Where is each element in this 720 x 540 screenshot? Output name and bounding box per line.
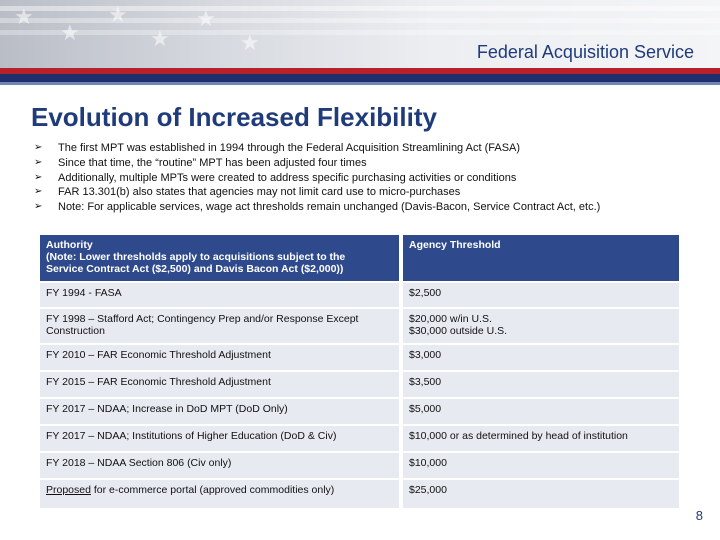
arrow-bullet-icon: ➢ [34, 156, 43, 168]
table-row [40, 372, 679, 397]
threshold-cell: $10,000 or as determined by head of institution [403, 426, 679, 451]
threshold-cell: $2,500 [403, 283, 679, 307]
table-row [40, 453, 679, 478]
table-row [40, 309, 679, 343]
proposed-underlined-text: Proposed [46, 484, 91, 496]
page-number: 8 [695, 508, 703, 523]
bullet-item: ➢ Note: For applicable services, wage act thresholds remain unchanged (Davis-Bacon, Service Contract Act, etc.) [34, 201, 601, 214]
authority-cell: FY 2018 – NDAA Section 806 (Civ only) [40, 453, 399, 478]
header-navy-bar [0, 74, 720, 82]
table-header-row [40, 235, 679, 281]
bullet-item: ➢ Since that time, the “routine” MPT has been adjusted four times [34, 156, 367, 169]
arrow-bullet-icon: ➢ [34, 171, 43, 183]
threshold-cell: $10,000 [403, 453, 679, 478]
table-row [40, 283, 679, 307]
bullet-list [34, 141, 714, 215]
org-title: Federal Acquisition Service [476, 42, 694, 62]
table-row [40, 399, 679, 424]
table-row [40, 345, 679, 370]
star-icon: ★ [150, 26, 170, 51]
flag-banner [0, 0, 720, 68]
authority-cell: FY 2015 – FAR Economic Threshold Adjustment [40, 372, 399, 397]
bullet-item: ➢ Additionally, multiple MPTs were created to address specific purchasing activities or conditions [34, 171, 517, 184]
threshold-cell: $20,000 w/in U.S. $30,000 outside U.S. [403, 309, 679, 343]
star-icon: ★ [108, 2, 128, 27]
authority-cell: FY 1998 – Stafford Act; Contingency Prep and/or Response Except Construction [40, 309, 399, 343]
star-icon: ★ [240, 30, 260, 55]
authority-cell: FY 2010 – FAR Economic Threshold Adjustment [40, 345, 399, 370]
bullet-item: ➢ The first MPT was established in 1994 through the Federal Acquisition Streamlining Act (FASA) [34, 142, 521, 154]
star-icon: ★ [14, 4, 34, 29]
arrow-bullet-icon: ➢ [34, 186, 43, 198]
threshold-header-cell: Agency Threshold [403, 235, 679, 281]
star-icon: ★ [196, 6, 216, 31]
authority-cell: FY 2017 – NDAA; Increase in DoD MPT (DoD Only) [40, 399, 399, 424]
threshold-cell: $5,000 [403, 399, 679, 424]
authority-header-cell: Authority (Note: Lower thresholds apply to acquisitions subject to the Service Contract Act ($2,500) and Davis Bacon Act ($2,000)) [40, 235, 399, 281]
authority-cell: FY 1994 - FASA [40, 283, 399, 307]
threshold-cell: $3,500 [403, 372, 679, 397]
star-icon: ★ [60, 20, 80, 45]
authority-cell: FY 2017 – NDAA; Institutions of Higher Education (DoD & Civ) [40, 426, 399, 451]
bullet-item: ➢ FAR 13.301(b) also states that agencies may not limit card use to micro-purchases [34, 186, 461, 199]
arrow-bullet-icon: ➢ [34, 142, 43, 153]
table-row [40, 480, 679, 508]
threshold-cell: $3,000 [403, 345, 679, 370]
threshold-table [40, 233, 679, 510]
slide-title: Evolution of Increased Flexibility [31, 102, 437, 132]
threshold-cell: $25,000 [403, 480, 679, 508]
arrow-bullet-icon: ➢ [34, 201, 43, 213]
authority-cell: Proposed for e-commerce portal (approved commodities only) [40, 480, 399, 508]
table-row [40, 426, 679, 451]
header-blue-bar [0, 82, 720, 85]
